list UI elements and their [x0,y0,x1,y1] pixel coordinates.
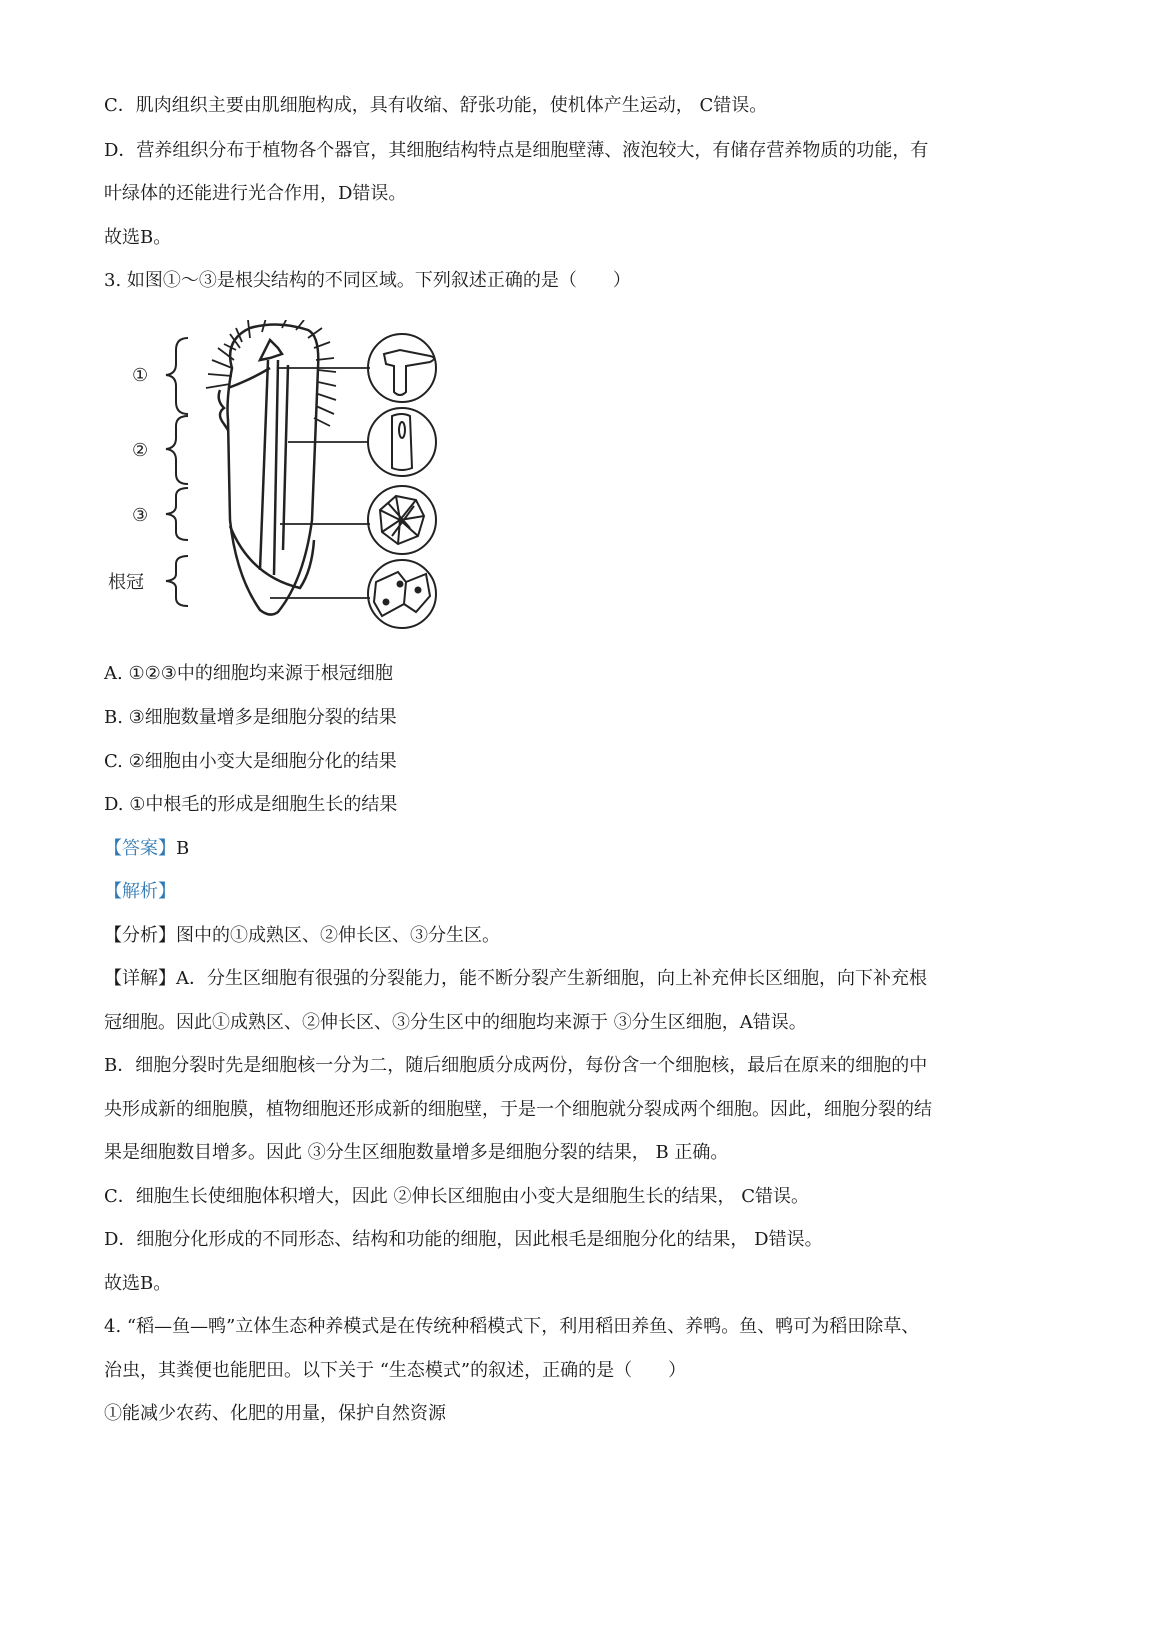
q3-c-analysis: C．细胞生长使细胞体积增大，因此 ②伸长区细胞由小变大是细胞生长的结果， C错误。 [104,1186,809,1207]
q3-choose: 故选B。 [104,1273,172,1294]
q4-item-1: ①能减少农药、化肥的用量，保护自然资源 [104,1403,446,1424]
q2-option-d-analysis-line1: D．营养组织分布于植物各个器官，其细胞结构特点是细胞壁薄、液泡较大，有储存营养物质的功能，有 [104,140,929,161]
root-cap-cell-view [368,560,436,628]
xiangjie-text-1: A．分生区细胞有很强的分裂能力，能不断分裂产生新细胞，向上补充伸长区细胞，向下补充根 [176,968,927,989]
q3-fenxi [104,924,500,948]
q3-option-c: C. ②细胞由小变大是细胞分化的结果 [104,751,397,772]
root-tip-figure [100,320,460,660]
q2-choose: 故选B。 [104,227,172,248]
q3-xiangjie-line2: 冠细胞。因此①成熟区、②伸长区、③分生区中的细胞均来源于 ③分生区细胞，A错误。 [104,1012,807,1033]
label-root-cap: 根冠 [108,572,144,593]
q3-xiangjie-line1 [104,967,927,991]
label-zone-2: ② [132,440,149,461]
zone-braces [166,338,188,606]
q4-stem-line1: 4. “稻—鱼—鸭”立体生态种养模式是在传统种稻模式下，利用稻田养鱼、养鸭。鱼、鸭可为稻田除草、 [104,1316,920,1337]
analysis-tag: 【解析】 [104,881,176,902]
q3-b-line1: B．细胞分裂时先是细胞核一分为二，随后细胞质分成两份，每份含一个细胞核，最后在原来的细胞的中 [104,1055,928,1076]
q3-d-analysis: D．细胞分化形成的不同形态、结构和功能的细胞，因此根毛是细胞分化的结果， D错误。 [104,1229,823,1250]
cell-views [368,334,436,628]
q3-option-b: B. ③细胞数量增多是细胞分裂的结果 [104,707,397,728]
root-tip-diagram [100,320,460,660]
root-hair-cell-view [368,334,436,402]
q3-b-line2: 央形成新的细胞膜，植物细胞还形成新的细胞壁，于是一个细胞就分裂成两个细胞。因此，细胞分裂的结 [104,1099,932,1120]
xiangjie-tag: 【详解】 [104,968,176,989]
q3-stem: 3. 如图①～③是根尖结构的不同区域。下列叙述正确的是（ ） [104,270,631,291]
q3-option-a: A. ①②③中的细胞均来源于根冠细胞 [104,663,393,684]
fenxi-text: 图中的①成熟区、②伸长区、③分生区。 [176,925,500,946]
q3-answer [104,837,189,861]
q3-b-line3: 果是细胞数目增多。因此 ③分生区细胞数量增多是细胞分裂的结果， B 正确。 [104,1142,729,1163]
q2-option-d-analysis-line2: 叶绿体的还能进行光合作用，D错误。 [104,183,407,204]
label-zone-3: ③ [132,505,149,526]
label-zone-1: ① [132,365,149,386]
q2-option-c-analysis: C．肌肉组织主要由肌细胞构成，具有收缩、舒张功能，使机体产生运动， C错误。 [104,95,768,116]
answer-tag: 【答案】 [104,838,176,859]
fenxi-tag: 【分析】 [104,925,176,946]
elongation-cell-view [368,408,436,476]
q4-stem-line2: 治虫，其粪便也能肥田。以下关于 “生态模式”的叙述，正确的是（ ） [104,1360,687,1381]
q3-option-d: D. ①中根毛的形成是细胞生长的结果 [104,794,398,815]
answer-value: B [176,838,190,859]
